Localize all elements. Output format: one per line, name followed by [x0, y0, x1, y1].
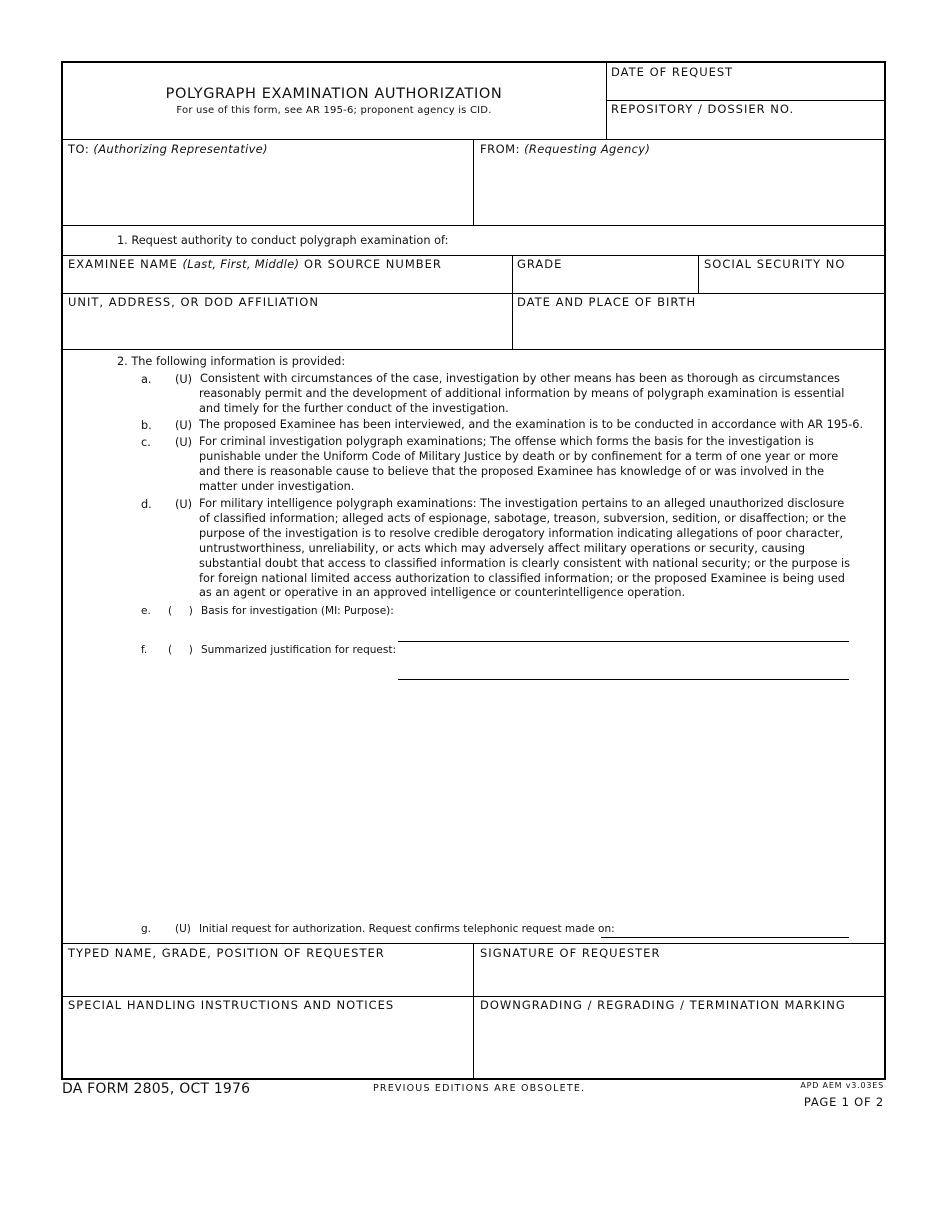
downgrading-label: DOWNGRADING / REGRADING / TERMINATION MARKING: [480, 998, 846, 1012]
telephonic-date-line[interactable]: [601, 937, 849, 938]
to-from-divider: [473, 139, 474, 225]
item-g-mark: (U): [175, 923, 191, 935]
item-d-text: For military intelligence polygraph examinations: The investigation pertains to an alleged unauthorized disclosure of classified information; alleged acts of espionage, sabotage, treason, subversion, sedition, or disaffection; or the purpose of the investigation is to resolve credible derogatory information indicating allegations of poor character, untrustworthiness, unreliability, or acts which may adversely affect military operations or security, causing substantial doubt that access to classified information is clearly consistent with national security; or the purpose is for foreign national limited access authorization to classified information; or the proposed Examinee is being used as an agent or operative in an approved intelligence or counterintelligence operation.: [199, 497, 851, 600]
examinee-hint: (Last, First, Middle): [182, 257, 300, 271]
to-hint: (Authorizing Representative): [93, 142, 268, 156]
to-label-text: TO:: [68, 142, 90, 156]
form-title: POLYGRAPH EXAMINATION AUTHORIZATION: [165, 86, 503, 102]
examinee-label-text: EXAMINEE NAME: [68, 257, 178, 271]
unit-field[interactable]: [64, 311, 510, 347]
section2-heading: 2. The following information is provided:: [117, 355, 346, 368]
from-field[interactable]: [476, 160, 882, 222]
section1-mid-line: [62, 293, 885, 294]
editions-notice: PREVIOUS EDITIONS ARE OBSOLETE.: [373, 1083, 586, 1094]
section1-bottom-line: [62, 349, 885, 350]
item-f-input-line[interactable]: [398, 679, 849, 680]
to-from-bottom-line: [62, 225, 885, 226]
from-label-text: FROM:: [480, 142, 520, 156]
section1-heading: 1. Request authority to conduct polygraph examination of:: [117, 234, 449, 247]
item-c-text: For criminal investigation polygraph examinations; The offense which forms the basis for the investigation is punishable under the Uniform Code of Military Justice by death or by confinement for a term of one year or more and there is reasonable cause to believe that the proposed Examinee has knowledge of or was involved in the matter under investigation.: [199, 435, 839, 493]
to-label: [68, 142, 268, 156]
repository-field[interactable]: [607, 117, 884, 138]
item-d-letter: d.: [141, 498, 152, 511]
examinee-name-label: [68, 257, 442, 271]
typed-name-label: TYPED NAME, GRADE, POSITION OF REQUESTER: [68, 946, 385, 960]
grade-label: GRADE: [517, 257, 563, 271]
item-f-label: Summarized justification for request:: [201, 644, 396, 656]
ssn-field[interactable]: [700, 272, 883, 291]
examinee-grade-divider: [512, 255, 513, 349]
ssn-label: SOCIAL SECURITY NO: [704, 257, 846, 271]
repository-label: REPOSITORY / DOSSIER NO.: [611, 102, 795, 116]
signature-mid-line: [62, 996, 885, 997]
item-f-checkbox[interactable]: ( ): [168, 644, 193, 656]
item-b-mark: (U): [175, 419, 193, 432]
item-e-checkbox[interactable]: ( ): [168, 605, 193, 617]
item-b-text: The proposed Examinee has been interviewed, and the examination is to be conducted in accordance with AR 195-6.: [199, 418, 864, 431]
dob-field[interactable]: [514, 311, 883, 347]
signature-field[interactable]: [476, 962, 882, 994]
signature-divider: [473, 943, 474, 1078]
special-handling-label: SPECIAL HANDLING INSTRUCTIONS AND NOTICES: [68, 998, 395, 1012]
section1-top-line: [62, 255, 885, 256]
examinee-name-field[interactable]: [64, 272, 510, 291]
item-e-input-line[interactable]: [398, 641, 849, 642]
downgrading-field[interactable]: [476, 1014, 882, 1076]
item-e-letter: e.: [141, 605, 151, 617]
header-right-divider: [606, 100, 885, 101]
page-number: PAGE 1 OF 2: [803, 1095, 884, 1109]
version-label: APD AEM v3.03ES: [800, 1081, 884, 1090]
item-e-label: Basis for investigation (MI: Purpose):: [201, 605, 394, 617]
date-of-request-label: DATE OF REQUEST: [611, 65, 734, 79]
item-c-mark: (U): [175, 436, 193, 449]
item-a-letter: a.: [141, 373, 152, 386]
form-subtitle: For use of this form, see AR 195-6; proponent agency is CID.: [176, 105, 492, 116]
item-f-letter: f.: [141, 644, 148, 656]
to-field[interactable]: [64, 160, 470, 222]
examinee-suffix: OR SOURCE NUMBER: [303, 257, 442, 271]
item-g-text: Initial request for authorization. Request confirms telephonic request made on:: [199, 923, 615, 935]
item-a-text: Consistent with circumstances of the case, investigation by other means has been as thorough as circumstances reasonably permit and the development of additional information by means of polygraph examination is essential and timely for the further conduct of the investigation.: [199, 372, 845, 415]
grade-ssn-divider: [698, 255, 699, 293]
from-hint: (Requesting Agency): [524, 142, 651, 156]
date-of-request-field[interactable]: [607, 80, 884, 99]
item-a-mark: (U): [175, 373, 193, 386]
unit-label: UNIT, ADDRESS, OR DOD AFFILIATION: [68, 295, 319, 309]
signature-label: SIGNATURE OF REQUESTER: [480, 946, 661, 960]
justification-text-area[interactable]: [200, 684, 850, 916]
item-b-letter: b.: [141, 419, 152, 432]
item-c-letter: c.: [141, 436, 151, 449]
dob-label: DATE AND PLACE OF BIRTH: [517, 295, 697, 309]
from-label: [480, 142, 650, 156]
form-id: DA FORM 2805, OCT 1976: [62, 1081, 251, 1097]
typed-name-field[interactable]: [64, 962, 470, 994]
item-g-letter: g.: [141, 923, 152, 935]
grade-field[interactable]: [514, 272, 696, 291]
special-handling-field[interactable]: [64, 1014, 470, 1076]
item-d-mark: (U): [175, 498, 193, 511]
